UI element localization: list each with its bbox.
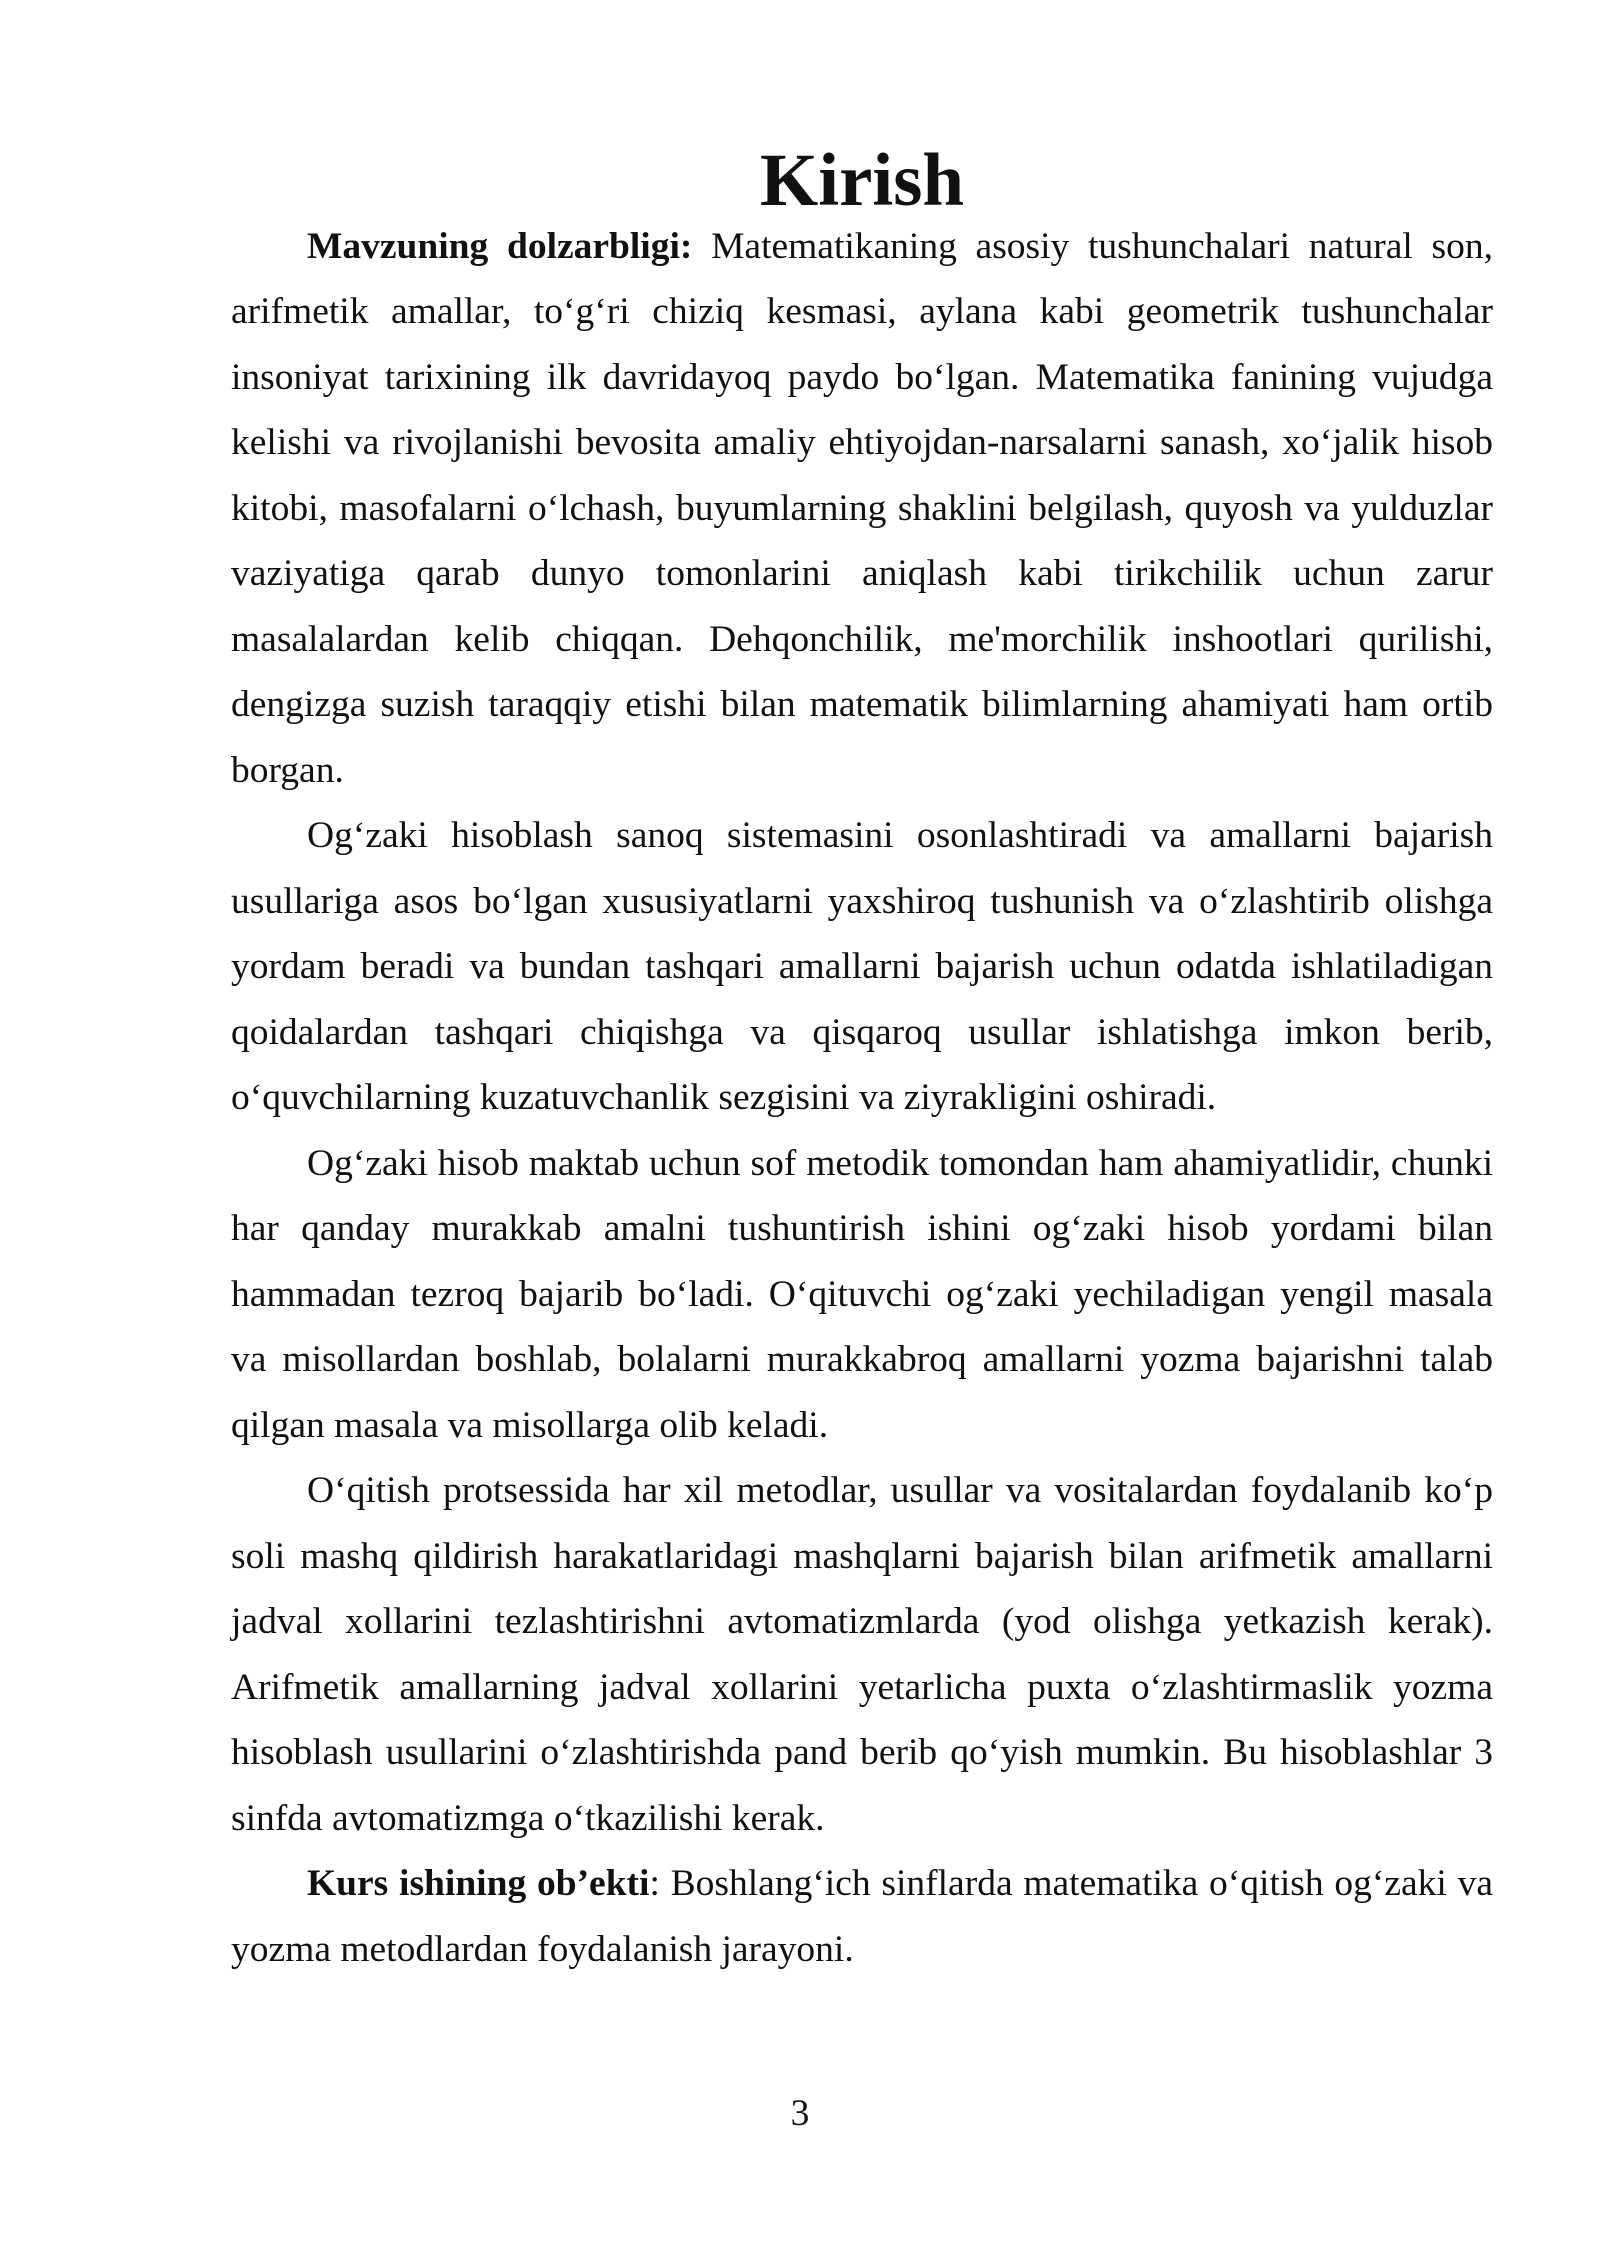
page-title: Kirish (759, 139, 965, 222)
page-number: 3 (790, 2093, 810, 2134)
course-object-heading: Kurs ishining ob’ekti (307, 1863, 650, 1904)
course-object-text: : Boshlang‘ich sinflarda matematika o‘qitish og‘zaki va yozma metodlardan foydalanish jarayoni. (231, 1863, 1493, 1970)
page-content (231, 139, 1493, 1982)
relevance-heading: Mavzuning dolzarbligi: (307, 225, 693, 267)
relevance-text: Matematikaning asosiy tushunchalari natural son, arifmetik amallar, to‘g‘ri chiziq kesmasi, aylana kabi geometrik tushunchalar insoniyat tarixining ilk davridayoq paydo bo‘lgan. Matematika fanining vujudga kelishi va rivojlanishi bevosita amaliy ehtiyojdan-narsalarni sanash, xo‘jalik hisob kitobi, masofalarni o‘lchash, buyumlarning shaklini belgilash, quyosh va yulduzlar vaziyatiga qarab dunyo tomonlarini aniqlash kabi tirikchilik uchun zarur masalalardan kelib chiqqan. Dehqonchilik, me'morchilik inshootlari qurilishi, dengizga suzish taraqqiy etishi bilan matematik bilimlarning ahamiyati ham ortib borgan. (231, 225, 1493, 791)
paragraph-oral-calculation: Og‘zaki hisoblash sanoq sistemasini osonlashtiradi va amallarni bajarish usullariga asos bo‘lgan xususiyatlarni yaxshiroq tushunish va o‘zlashtirib olishga yordam beradi va bundan tashqari amallarni bajarish uchun odatda ishlatiladigan qoidalardan tashqari chiqishga va qisqaroq usullar ishlatishga imkon berib, o‘quvchilarning kuzatuvchanlik sezgisini va ziyrakligini oshiradi. (231, 815, 1493, 1118)
paragraph-teaching-process: O‘qitish protsessida har xil metodlar, usullar va vositalardan foydalanib ko‘p soli mashq qildirish harakatlaridagi mashqlarni bajarish bilan arifmetik amallarni jadval xollarini tezlashtirishni avtomatizmlarda (yod olishga yetkazish kerak). Arifmetik amallarning jadval xollarini yetarlicha puxta o‘zlashtirmaslik yozma hisoblash usullarini o‘zlashtirishda pand berib qo‘yish mumkin. Bu hisoblashlar 3 sinfda avtomatizmga o‘tkazilishi kerak. (231, 1470, 1493, 1839)
paragraph-oral-method: Og‘zaki hisob maktab uchun sof metodik tomondan ham ahamiyatlidir, chunki har qanday murakkab amalni tushuntirish ishini og‘zaki hisob yordami bilan hammadan tezroq bajarib bo‘ladi. O‘qituvchi og‘zaki yechiladigan yengil masala va misollardan boshlab, bolalarni murakkabroq amallarni yozma bajarishni talab qilgan masala va misollarga olib keladi. (231, 1142, 1493, 1446)
paragraph-relevance (231, 214, 1493, 804)
paragraph-course-object (231, 1851, 1493, 1982)
